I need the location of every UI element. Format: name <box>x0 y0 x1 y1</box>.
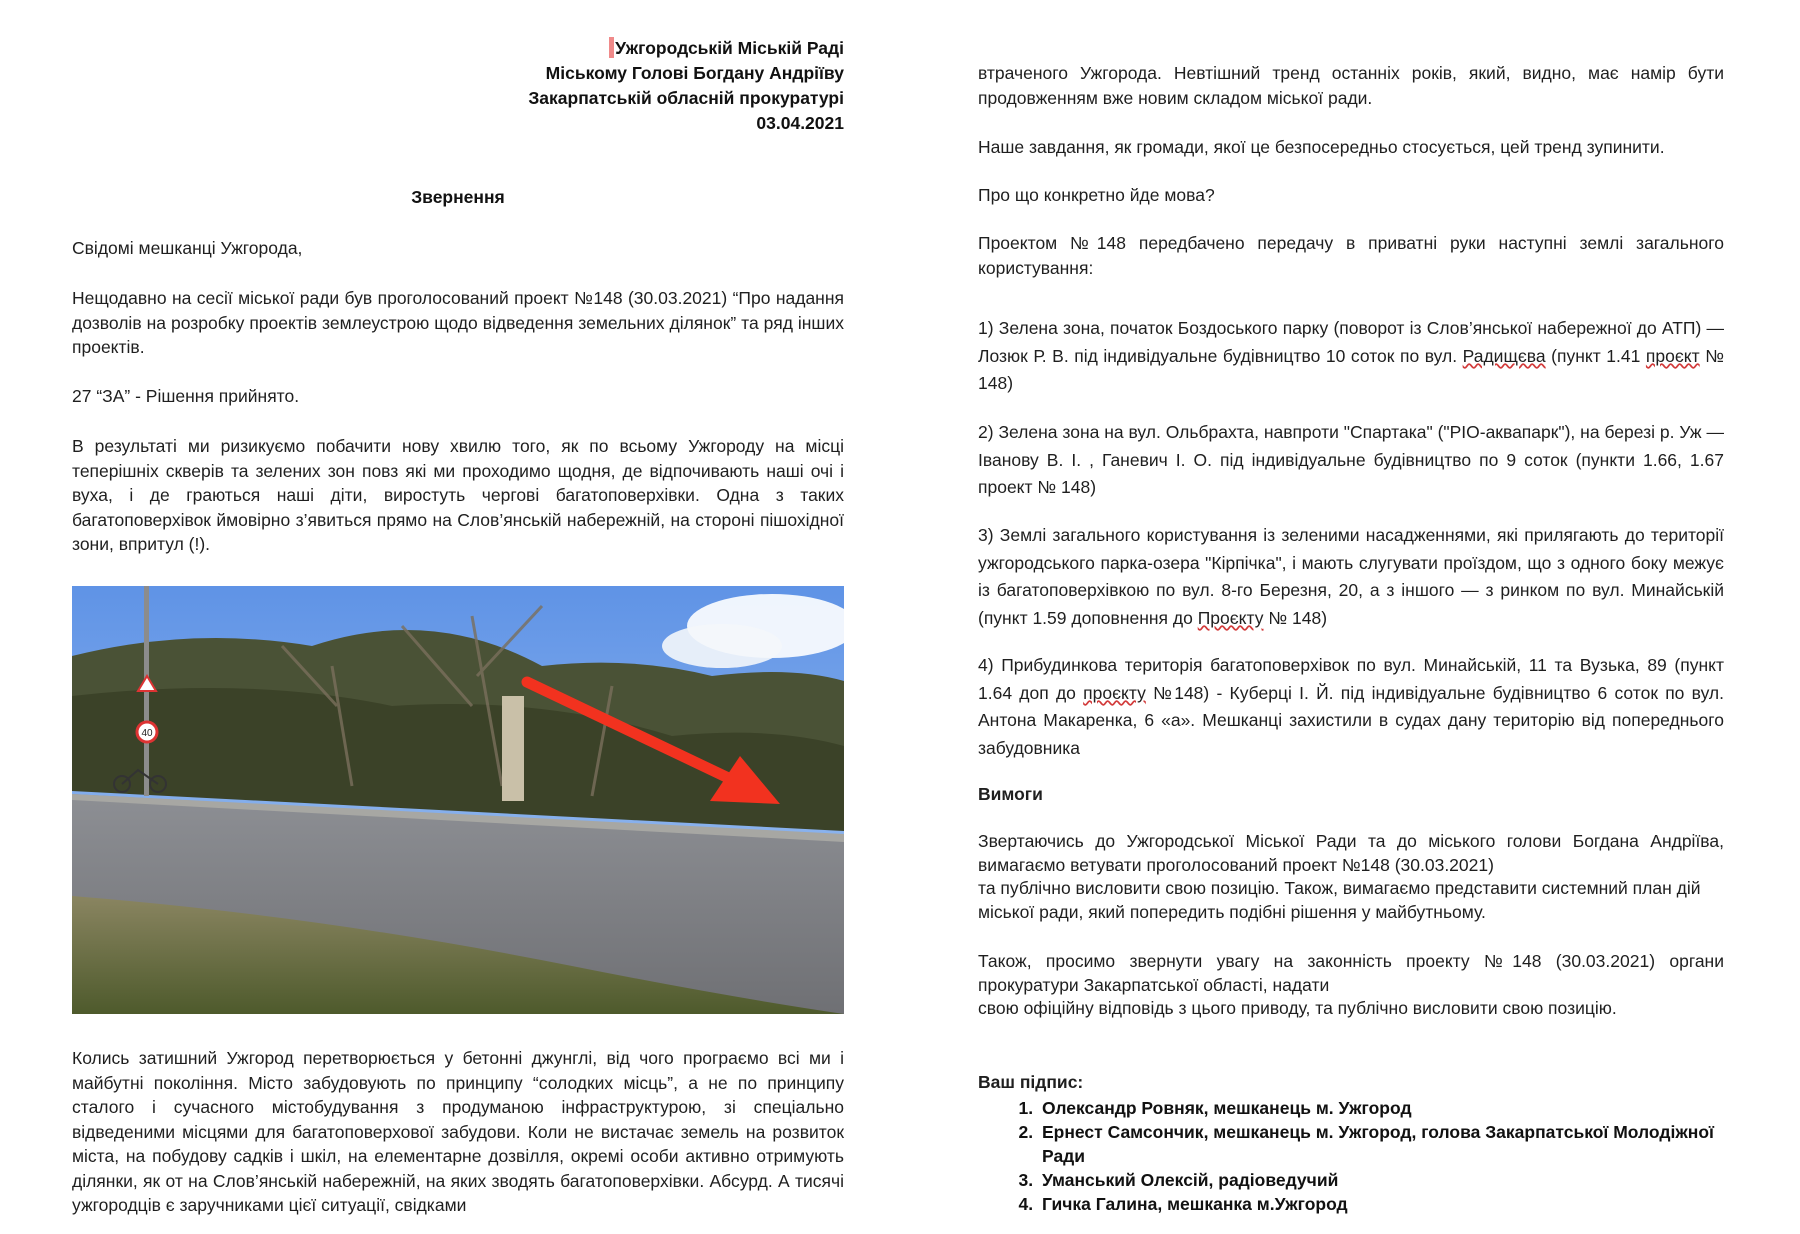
paragraph-votes: 27 “ЗА” - Рішення прийнято. <box>72 386 300 406</box>
paragraph-project: Нещодавно на сесії міської ради був проголосований проект №148 (30.03.2021) “Про надання дозволів на розробку проектів землеустрою щодо відведення земельних ділянок” та ряд інших проектів. <box>72 288 844 357</box>
paragraph-lands-intro: Проектом №148 передбачено передачу в приватні руки наступні землі загального користування: <box>978 233 1724 278</box>
signature-item: 4. Гичка Галина, мешканка м.Ужгород <box>1038 1192 1724 1216</box>
paragraph-question: Про що конкретно йде мова? <box>978 185 1215 205</box>
addressee-block <box>528 36 844 136</box>
list-item-land-1: 1) Зелена зона, початок Боздоського парку (поворот із Слов’янської набережної до АТП) — Лозюк Р. В. під індивідуальне будівництво 10 соток по вул. Радищєва (пункт 1.41 проєкт № 148) <box>978 318 1724 393</box>
list-item-land-3: 3) Землі загального користування із зеленими насадженнями, які прилягають до території ужгородського парка-озера "Кірпічка", і мають слугувати проїздом, що з одного боку межує із багатоповерхівкою по вул. 8-го Березня, 20, а з іншого — з ринком по вул. Минайській (пункт 1.59 доповнення до Проєкту № 148) <box>978 525 1724 628</box>
embankment-photo <box>72 586 844 1014</box>
photo-illustration <box>72 586 844 1014</box>
list-item-land-4: 4) Прибудинкова територія багатоповерхівок по вул. Минайській, 11 та Вузька, 89 (пункт 1.64 доп до проєкту №148) - Куберці І. Й. під індивідуальне будівництво 6 соток по вул. Антона Макаренка, 6 «а». Мешканці захистили в судах дану територію від попереднього забудовника <box>978 655 1725 758</box>
signature-list <box>978 1096 1724 1216</box>
addressee-line: Закарпатській обласній прокуратурі <box>528 88 844 108</box>
letter-date: 03.04.2021 <box>756 113 844 133</box>
greeting: Свідомі мешканці Ужгорода, <box>72 238 303 258</box>
signature-item: 3. Уманський Олексій, радіоведучий <box>1038 1168 1724 1192</box>
text-cursor-marker <box>609 37 614 58</box>
list-item-land-2: 2) Зелена зона на вул. Ольбрахта, навпроти "Спартака" ("РІО-аквапарк"), на березі р. Уж — Іванову В. І. , Ганевич І. О. під індивідуальне будівництво по 9 соток (пункти 1.66, 1.67 проект № 148) <box>978 422 1724 497</box>
demand-1: Звертаючись до Ужгородської Міської Ради та до міського голови Богдана Андріїва, вимагаємо ветувати проголосований проект №148 (30.03.2021) та публічно висловити свою позицію. Також, вимагаємо представити системний план дій міської ради, який попередить подібні рішення у майбутньому. <box>978 831 1724 922</box>
demands-title: Вимоги <box>978 784 1043 804</box>
paragraph-risk: В результаті ми ризикуємо побачити нову хвилю того, як по всьому Ужгороду на місці теперішніх скверів та зелених зон повз які ми проходимо щодня, де відпочивають наші очі і вуха, і де граються наші діти, виростуть чергові багатоповерхівки. Одна з таких багатоповерхівок ймовірно з’явиться прямо на Слов’янській набережній, на стороні пішохідної зони, впритул (!). <box>72 436 844 554</box>
paragraph-concrete-jungle: Колись затишний Ужгород перетворюється у бетонні джунглі, від чого програємо всі ми і майбутні покоління. Місто забудовують по принципу “солодких місць”, а не по принципу сталого і сучасного містобудування з продуманою інфраструктурою, зі спеціально відведеними місцями для багатоповерхової забудови. Коли не вистачає земель на розвиток міста, на побудову садків і шкіл, на елементарне дозвілля, окремі особи активно отримують ділянки, як от на Слов’янській набережній, на яких зводять багатоповерхівки. Абсурд. А тисячі ужгородців є заручниками цієї ситуації, свідками <box>72 1048 844 1215</box>
paragraph-lost-city: втраченого Ужгорода. Невтішний тренд останніх років, який, видно, має намір бути продовженням вже новим складом міської ради. <box>978 63 1724 108</box>
paragraph-task: Наше завдання, як громади, якої це безпосередньо стосується, цей тренд зупинити. <box>978 137 1665 157</box>
demand-2: Також, просимо звернути увагу на законність проекту №148 (30.03.2021) органи прокуратури Закарпатської області, надати свою офіційну відповідь з цього приводу, та публічно висловити свою позицію. <box>978 951 1724 1018</box>
speed-sign-text: 40 <box>141 728 153 739</box>
signature-item: 2. Ернест Самсончик, мешканець м. Ужгород, голова Закарпатської Молодіжної Ради <box>1038 1120 1724 1168</box>
signature-block <box>978 1070 1724 1216</box>
document-title: Звернення <box>411 187 505 207</box>
signature-item: 1. Олександр Ровняк, мешканець м. Ужгород <box>1038 1096 1724 1120</box>
signature-title: Ваш підпис: <box>978 1072 1084 1092</box>
addressee-line: Ужгородській Міській Раді <box>528 36 844 61</box>
addressee-line: Міському Голові Богдану Андріїву <box>545 63 844 83</box>
